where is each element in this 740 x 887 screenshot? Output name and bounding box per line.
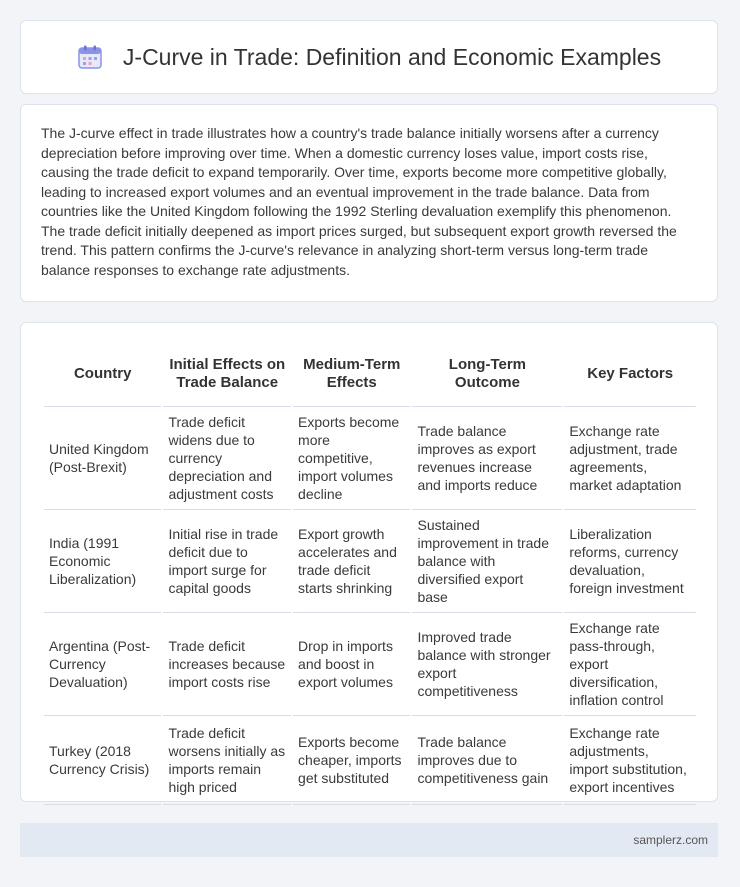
cell-medium: Exports become more competitive, import volumes decline xyxy=(293,407,410,510)
header-key-factors: Key Factors xyxy=(564,342,696,407)
cell-initial: Trade deficit worsens initially as imports remain high priced xyxy=(163,716,291,805)
cell-initial: Trade deficit increases because import costs rise xyxy=(163,613,291,716)
page-title: J-Curve in Trade: Definition and Economic Examples xyxy=(122,43,662,70)
cell-long: Trade balance improves due to competitiveness gain xyxy=(412,716,562,805)
cell-country: Turkey (2018 Currency Crisis) xyxy=(44,716,161,805)
cell-country: United Kingdom (Post-Brexit) xyxy=(44,407,161,510)
cell-long: Sustained improvement in trade balance with diversified export base xyxy=(412,510,562,613)
cell-initial: Initial rise in trade deficit due to import surge for capital goods xyxy=(163,510,291,613)
header-initial-effects: Initial Effects on Trade Balance xyxy=(163,342,291,407)
table-header-row xyxy=(44,342,696,407)
cell-medium: Exports become cheaper, imports get substituted xyxy=(293,716,410,805)
intro-paragraph: The J-curve effect in trade illustrates how a country's trade balance initially worsens after a currency depreciation before improving over time. When a domestic currency loses value, import costs rise, causing the trade deficit to expand temporarily. Over time, exports become more competitive globally, leading to increased export volumes and an eventual improvement in the trade balance. Data from countries like the United Kingdom following the 1992 Sterling devaluation exemplify this phenomenon. The trade deficit initially deepened as import prices surged, but subsequent export growth reversed the trend. This pattern confirms the J-curve's relevance in analyzing short-term versus long-term trade balance responses to exchange rate adjustments. xyxy=(41,125,677,278)
footer xyxy=(20,823,718,857)
table-card xyxy=(20,322,718,802)
intro-card xyxy=(20,104,718,302)
header-medium-term: Medium-Term Effects xyxy=(293,342,410,407)
cell-factors: Exchange rate pass-through, export diversification, inflation control xyxy=(564,613,696,716)
header-long-term: Long-Term Outcome xyxy=(412,342,562,407)
cell-country: India (1991 Economic Liberalization) xyxy=(44,510,161,613)
cell-initial: Trade deficit widens due to currency depreciation and adjustment costs xyxy=(163,407,291,510)
title-card xyxy=(20,20,718,94)
table-row xyxy=(44,613,696,716)
cell-factors: Exchange rate adjustment, trade agreements, market adaptation xyxy=(564,407,696,510)
calendar-icon xyxy=(77,44,103,70)
cell-long: Trade balance improves as export revenues increase and imports reduce xyxy=(412,407,562,510)
cell-factors: Liberalization reforms, currency devaluation, foreign investment xyxy=(564,510,696,613)
table-row xyxy=(44,510,696,613)
table-row xyxy=(44,407,696,510)
header-country: Country xyxy=(44,342,161,407)
table-row xyxy=(44,716,696,805)
footer-site-link[interactable]: samplerz.com xyxy=(633,833,708,847)
cell-factors: Exchange rate adjustments, import substitution, export incentives xyxy=(564,716,696,805)
cell-long: Improved trade balance with stronger export competitiveness xyxy=(412,613,562,716)
cell-medium: Drop in imports and boost in export volumes xyxy=(293,613,410,716)
jcurve-table xyxy=(42,342,698,805)
cell-medium: Export growth accelerates and trade deficit starts shrinking xyxy=(293,510,410,613)
cell-country: Argentina (Post-Currency Devaluation) xyxy=(44,613,161,716)
